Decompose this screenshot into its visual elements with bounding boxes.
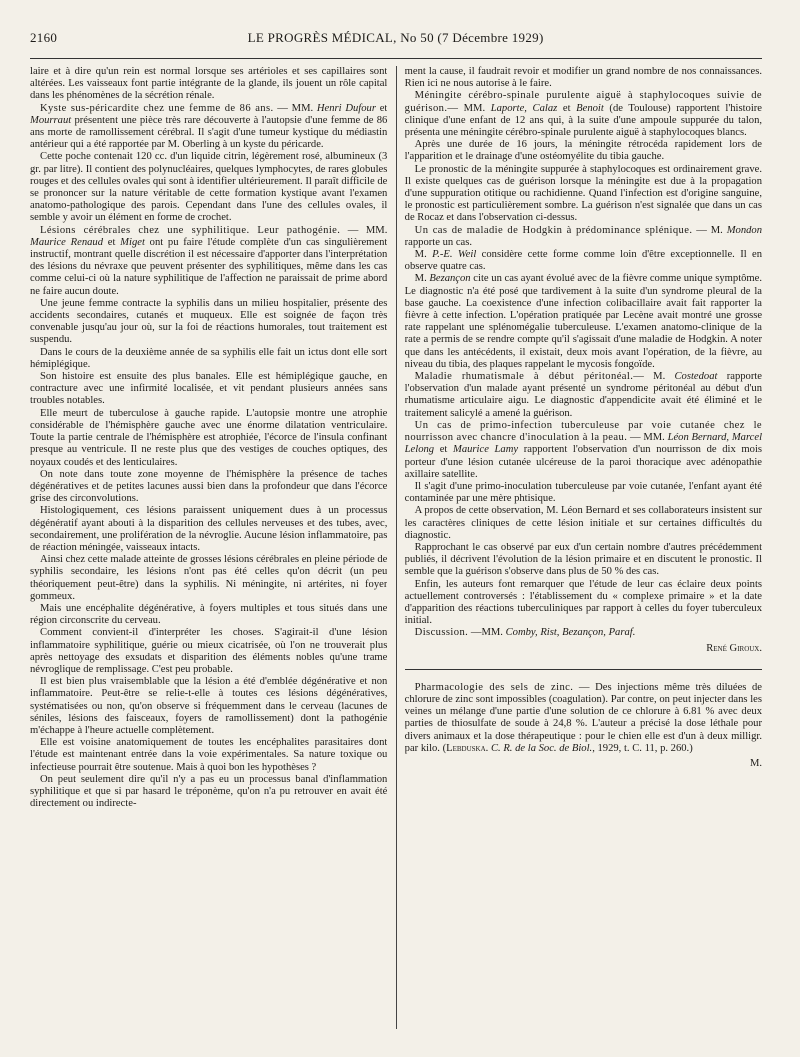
author: Maurice Lamy <box>453 444 519 456</box>
author: Mondon <box>726 224 763 236</box>
paragraph: laire et à dire qu'un rein est normal lorsque ses artérioles et ses capillaires sont altérées. Les vaisseaux font partie intégrante de la glande, ils jouent un rôle capital dans les phénomènes de la sécrétion rénale. <box>30 66 388 102</box>
text: rapporte un cas. <box>404 236 473 248</box>
author: P.-E. Weil <box>432 249 477 261</box>
paragraph: Enfin, les auteurs font remarquer que l'étude de leur cas éclaire deux points actuellement controversés : l'établissement du « complexe primaire » et la date d'apparition des réactions tuberculiniques par rapport à celles du foyer tuberculeux initial. <box>404 578 763 627</box>
dash: — M. <box>633 371 675 383</box>
paragraph: Elle meurt de tuberculose à gauche rapide. L'autopsie montre une atrophie considérable de l'hémisphère gauche avec une énorme dilatation ventriculaire. Toute la partie centrale de l'hémisphère est atrophiée, l'écorce de l'insula confinant presque au ventricule. Il ne reste plus que des vestiges de couches optiques, des noyaux coudés et des lenticulaires. <box>30 407 388 468</box>
dash: — M. <box>692 224 727 236</box>
paragraph: Cette poche contenait 120 cc. d'un liquide citrin, légèrement rosé, albumineux (3 gr. par litre). Il contient des polynucléaires, quelques lymphocytes, de rares globules rouges et des cellules ovales qui sont à identifier ultérieurement. Il paraît difficile de se prononcer sur la nature véritable de cette formation kystique avant l'examen anatomo-pathologique des parois. Cependant dans l'une des cellules ovales, il semble y avoir un élément en forme de crochet. <box>30 151 388 224</box>
conjunction: et <box>434 444 454 456</box>
paragraph: Il est bien plus vraisemblable que la lésion a été d'emblée dégénérative et non inflammatoire. Peut-être se relie-t-elle à toutes ces lésions dégénératives, systématisées ou non, qu'on observe si fréquemment dans le cerveau (lacunes de séniles, lésions des faisceaux, foyers de ramollissement) dont la pathogénie m'échappe à l'heure actuelle complètement. <box>30 676 388 736</box>
paragraph: Son histoire est ensuite des plus banales. Elle est hémiplégique gauche, en contracture avec une infirmité localisée, et vit pendant plusieurs années sans troubles notables. <box>30 371 388 407</box>
author: Maurice Renaud <box>30 236 104 248</box>
left-column <box>30 66 387 1047</box>
paragraph-primo-infection <box>405 420 762 481</box>
conjunction: et <box>103 236 121 248</box>
section-heading-kyste: Kyste sus-péricardite chez une femme de 86 ans. <box>40 102 274 114</box>
author: Bezançon <box>429 273 471 285</box>
signature: René Giroux. <box>706 642 763 654</box>
paragraph <box>405 249 762 273</box>
page-number: 2160 <box>30 30 58 45</box>
paragraph-rhumatisme <box>405 371 762 420</box>
dash: — MM. <box>273 102 317 114</box>
paragraph: ment la cause, il faudrait revoir et modifier un grand nombre de nos connaissances. Rien ici ne nous autorise à le faire. <box>404 66 763 90</box>
author: Benoit <box>576 102 604 114</box>
paragraph-kyste <box>30 103 387 152</box>
paragraph-hodgkin <box>405 225 762 249</box>
section-heading-primo-infection: Un cas de primo-infection tuberculeuse par voie cutanée chez le nourrisson avec chancre d'inoculation à la peau. <box>404 419 763 444</box>
paragraph: Elle est voisine anatomiquement de toutes les encéphalites parasitaires dont l'étude est maintenant entrée dans la voie expérimentales. Sa nature toxique ou infectieuse pourrait être soutenue. Mais à quoi bon les hypothèses ? <box>30 737 388 773</box>
text: — Des injections même très diluées de chlorure de zinc sont impossibles (coagulation). Par contre, on peut injecter dans les veines un mélange d'une partie d'une solution de ce chlorure à 6.81 % avec deux parties de thiosulfate de soude à 24,8 %. L'auteur a précisé la dose léthale pour divers animaux et la dose thérapeutique : pour le chien elle est d'un à deux milligr. par kilo. ( <box>404 681 763 754</box>
column-divider <box>387 66 404 1047</box>
paragraph: On note dans toute zone moyenne de l'hémisphère la présence de taches dégénératives et de petites lacunes aussi bien dans la profondeur que dans l'écorce grise des circonvolutions. <box>30 468 388 505</box>
right-column <box>405 66 762 1047</box>
text: rapportent l'observation d'un nourrisson de dix mois porteur d'une lésion cutanée ulcéreuse de la paroi thoracique avec adénopathie axillaire satellite. <box>404 444 763 480</box>
section-heading-rhumatisme: Maladie rhumatismale à début péritonéal. <box>414 371 634 383</box>
running-header <box>30 0 762 52</box>
paragraph: On peut seulement dire qu'il n'y a pas eu un processus banal d'inflammation syphilitique et que si par hasard le tréponème, qu'on n'a pu retrouver en avait été directement ou indirecte- <box>30 773 388 810</box>
author: Laporte, Calaz <box>490 102 558 114</box>
journal-title: LE PROGRÈS MÉDICAL, No 50 (7 Décembre 1929) <box>247 30 544 45</box>
dash: —MM. <box>468 627 506 639</box>
section-heading-lesions: Lésions cérébrales chez une syphilitique. Leur pathogénie. <box>40 224 341 236</box>
section-separator <box>405 669 762 670</box>
paragraph-lesions <box>30 225 387 298</box>
paragraph: Après une durée de 16 jours, la méningite rétrocéda rapidement lors de l'apparition et le drainage d'une ostéomyélite du tibia gauche. <box>404 139 763 163</box>
text: rapporte l'observation d'un malade ayant présenté un syndrome péritonéal au début d'un rhumatisme articulaire aigu. Le diagnostic d'appendicite avait été éliminé et le traitement salicylé a amené la guérison. <box>404 371 763 419</box>
paragraph: Ainsi chez cette malade atteinte de grosses lésions cérébrales en pleine période de syphilis secondaire, les lésions n'ont pas été celles qu'on décrit (un peu théoriquement peut-être) dans la syphilis. Ni méningite, ni artérites, ni foyer gommeux. <box>30 554 388 602</box>
paragraph-zinc <box>405 682 762 755</box>
author: Henri Dufour <box>316 102 376 114</box>
dash: — MM. <box>627 432 668 444</box>
text: considère cette forme comme loin d'être exceptionnelle. Il en observe quatre cas. <box>404 249 763 273</box>
paragraph: Le pronostic de la méningite suppurée à staphylocoques est ordinairement grave. Il existe quelques cas de guérison lorsque la méningite est due à la propagation d'une suppuration otitique ou rachidienne. Quand l'infection est d'origine sanguine, le pronostic est particulièrement sombre. La guérison n'est signalée que dans un cas de Rocaz et dans l'observation ci-dessus. <box>404 163 763 224</box>
dash: — MM. <box>340 224 388 236</box>
paragraph: Histologiquement, ces lésions paraissent uniquement dues à un processus dégénératif ayant abouti à la disparition des cellules nerveuses et des tubes, avec, secondairement, une prolifération de la névroglie. Aucune lésion inflammatoire, pas de réaction méningée, vaisseaux intacts. <box>30 505 388 553</box>
conjunction: et <box>375 102 388 114</box>
reference-journal: C. R. de la Soc. de Biol. <box>490 742 593 754</box>
section-heading-zinc: Pharmacologie des sels de zinc. <box>414 681 574 693</box>
conjunction: et <box>557 102 577 114</box>
author: Comby, Rist, Bezançon, Paraf. <box>505 627 636 639</box>
paragraph: Dans le cours de la deuxième année de sa syphilis elle fait un ictus dont elle sort hémiplégique. <box>30 346 388 370</box>
section-heading-meningite: Méningite cérébro-spinale purulente aiguë à staphylocoques suivie de guérison. <box>404 90 763 114</box>
text: . <box>485 742 491 754</box>
text: (de Toulouse) rapportent l'histoire clinique d'une enfant de 12 ans qui, à la suite d'une ampoule suppurée du talon, présenta une méningite cérébro-spinale purulente aiguë à staphylocoques blancs. <box>404 102 763 139</box>
paragraph-discussion <box>405 627 762 639</box>
author: Costedoat <box>674 371 718 383</box>
paragraph-meningite <box>405 90 762 139</box>
article-columns <box>30 66 762 1047</box>
author: Mourraut <box>30 114 72 126</box>
dash: — MM. <box>447 102 491 114</box>
text: M. <box>414 273 430 285</box>
paragraph: Rapprochant le cas observé par eux d'un certain nombre d'autres précédemment publiés, il décrivent l'évolution de la lésion primaire et en discutent le pronostic. Il semble que la guérison s'observe dans plus de 50 % des cas. <box>404 541 763 578</box>
text: ont pu faire l'étude complète d'un cas singulièrement instructif, montrant quelle discrétion il est nécessaire d'apporter dans l'interprétation des lésions du névraxe que peuvent présenter des syphilitiques, même dans les cas comme celui-ci où la nature syphilitique de l'affection ne paraissait de prime abord ne faire aucun doute. <box>30 236 388 297</box>
paragraph: Comment convient-il d'interpréter les choses. S'agirait-il d'une lésion inflammatoire syphilitique, guérie ou mieux cicatrisée, où l'on ne trouverait plus après nettoyage des exsudats et disparition des éléments nobles qu'une trame névroglique de remplissage. C'est peu probable. <box>30 627 388 675</box>
paragraph: Il s'agit d'une primo-inoculation tuberculeuse par voie cutanée, l'enfant ayant été contaminée par une mère phtisique. <box>404 480 763 505</box>
header-rule <box>30 58 762 59</box>
text: M. <box>414 249 433 261</box>
paragraph: Une jeune femme contracte la syphilis dans un milieu hospitalier, présente des accidents secondaires, cutanés et muqueux. Elle est soignée de façon très convenable jusqu'au jour où, sur la foi de réactions humorales, tout traitement est suspendu. <box>30 297 388 346</box>
reference-author: Lebduska <box>446 742 486 754</box>
discussion-label: Discussion. <box>414 627 469 639</box>
text: , 1929, t. C. 11, p. 260.) <box>592 742 693 754</box>
text: présentent une pièce très rare découverte à l'autopsie d'une femme de 86 ans morte de ramollissement cérébral. Il s'agit d'une tumeur kystique du médiastin antérieur qui a été rapportée par M. Oberling à un kyste du péricarde. <box>30 114 388 151</box>
text: cite un cas ayant évolué avec de la fièvre comme unique symptôme. Le diagnostic n'a été posé que tardivement à la suite d'un syndrome pleural de la base gauche. La coexistence d'une infection colibacillaire avait fait rapporter la fièvre à cette infection. L'opération pratiquée par Lecène avait montré une grosse rate rappelant une splénomégalie tuberculeuse. L'examen anatomo-clinique de la rate a permis de se rendre compte qu'il s'agissait d'une maladie de Hodgkin. A noter que dans les antécédents, il existait, deux mois avant l'opération, de la fièvre, au niveau du tibia, des plaques rappelant le mycosis fongoïde. <box>404 273 763 370</box>
section-heading-hodgkin: Un cas de maladie de Hodgkin à prédominance splénique. <box>414 224 693 236</box>
paragraph <box>405 273 762 371</box>
author: Léon Bernard, Marcel Lelong <box>404 432 763 456</box>
paragraph: Mais une encéphalite dégénérative, à foyers multiples et tous situés dans une région circonscrite du cerveau. <box>30 602 388 627</box>
signature-zinc: M. <box>749 757 763 769</box>
author: Miget <box>120 236 145 248</box>
paragraph: A propos de cette observation, M. Léon Bernard et ses collaborateurs insistent sur les caractères cliniques de cette lésion initiale et sur certaines difficultés du diagnostic. <box>404 505 763 541</box>
